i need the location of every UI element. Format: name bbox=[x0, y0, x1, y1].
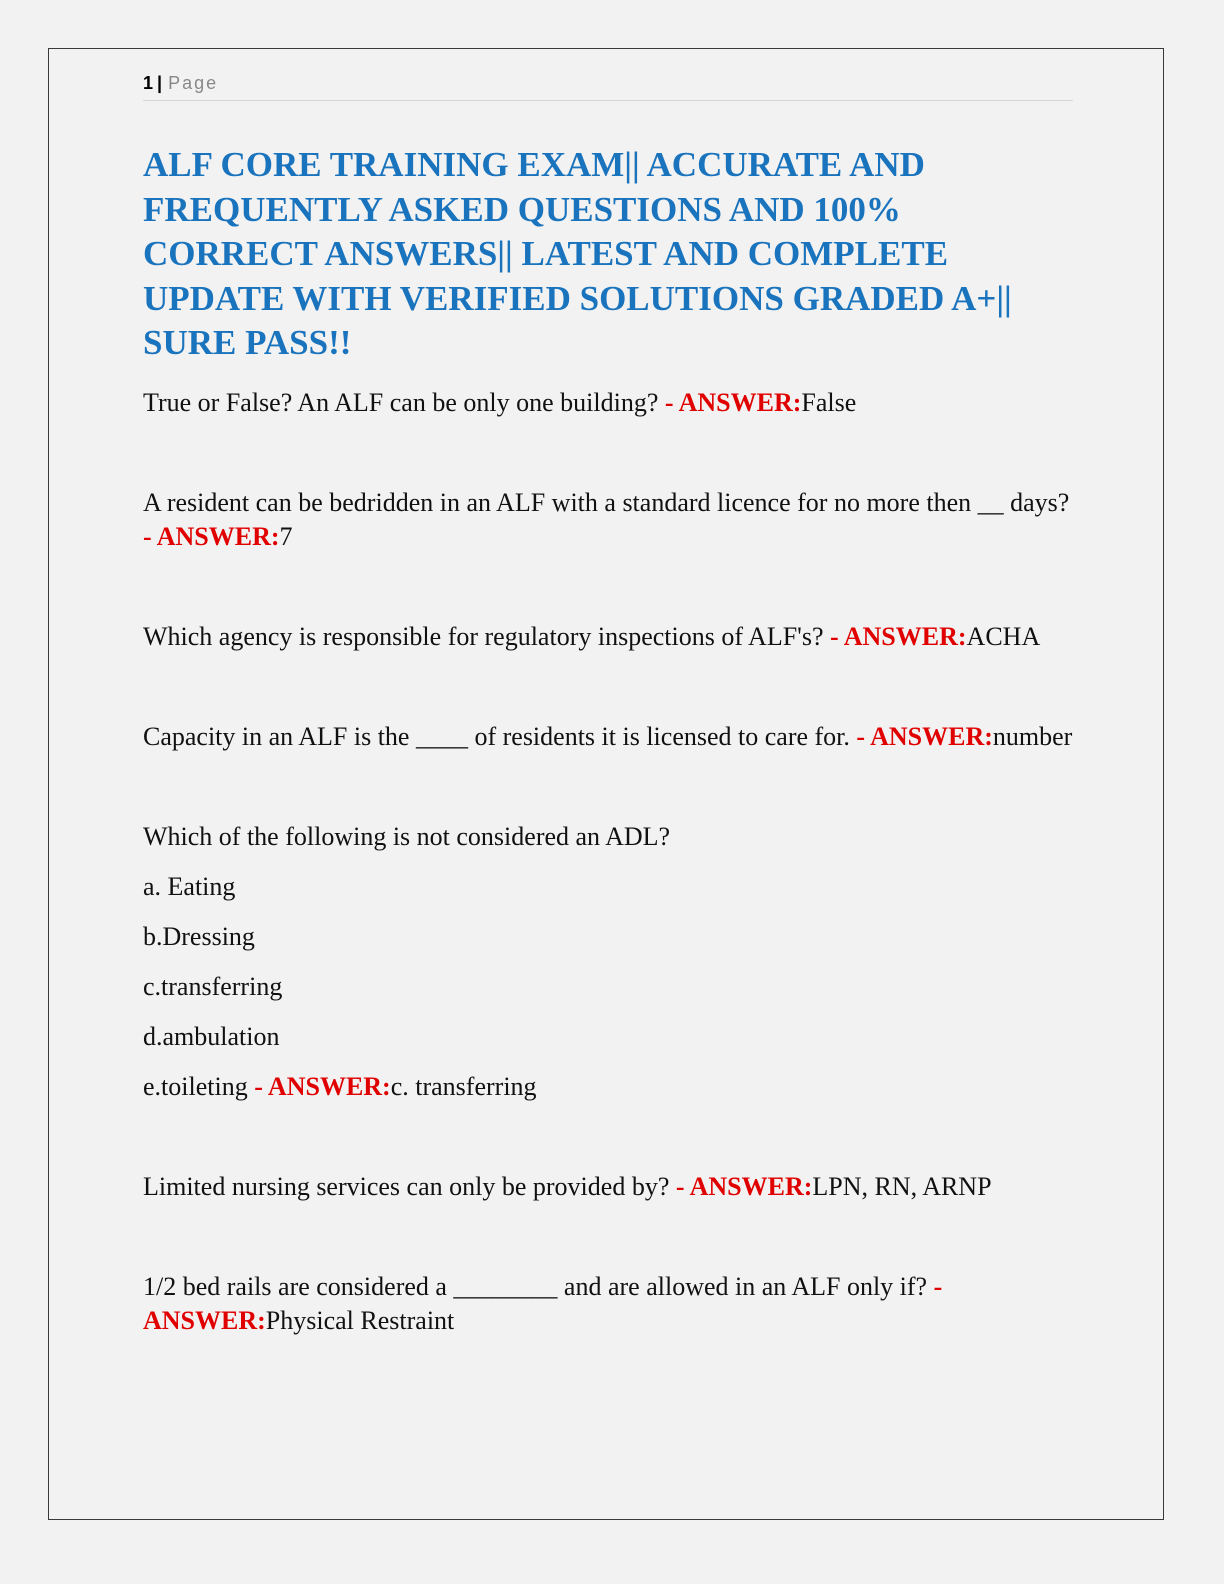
question-text: A resident can be bedridden in an ALF with a standard licence for no more then __ days? bbox=[143, 487, 1070, 517]
answer-label: - ANSWER: bbox=[254, 1071, 391, 1101]
answer-text: c. transferring bbox=[390, 1071, 537, 1101]
option-b: b.Dressing bbox=[143, 921, 255, 951]
option-d: d.ambulation bbox=[143, 1021, 280, 1051]
qa-item-1 bbox=[143, 386, 1073, 420]
answer-text: LPN, RN, ARNP bbox=[812, 1171, 992, 1201]
page-separator: | bbox=[157, 73, 163, 93]
qa-item-4 bbox=[143, 720, 1073, 754]
answer-label: - ANSWER: bbox=[143, 521, 280, 551]
question-text: 1/2 bed rails are considered a ________ and are allowed in an ALF only if? bbox=[143, 1271, 928, 1301]
answer-text: number bbox=[992, 721, 1073, 751]
answer-label: - ANSWER: bbox=[664, 387, 802, 417]
question-text: Capacity in an ALF is the ____ of residents it is licensed to care for. bbox=[143, 721, 850, 751]
answer-text: 7 bbox=[279, 521, 293, 551]
answer-label: - ANSWER: bbox=[856, 721, 993, 751]
answer-text: ACHA bbox=[966, 621, 1041, 651]
question-text: Which of the following is not considered an ADL? bbox=[143, 821, 671, 851]
qa-item-5 bbox=[143, 820, 1073, 1104]
answer-label: - ANSWER: bbox=[830, 621, 967, 651]
option-list bbox=[143, 870, 1073, 1104]
option-a: a. Eating bbox=[143, 871, 236, 901]
answer-text: False bbox=[801, 387, 857, 417]
page-header bbox=[143, 70, 1073, 101]
question-text: Which agency is responsible for regulatory inspections of ALF's? bbox=[143, 621, 824, 651]
answer-text: Physical Restraint bbox=[265, 1305, 455, 1335]
page-number: 1 bbox=[143, 73, 154, 93]
qa-item-3 bbox=[143, 620, 1073, 654]
answer-label: - ANSWER: bbox=[675, 1171, 813, 1201]
page-content bbox=[143, 70, 1073, 1338]
page-label: Page bbox=[168, 73, 219, 93]
option-e: e.toileting bbox=[143, 1071, 248, 1101]
option-e-with-answer bbox=[143, 1070, 1073, 1104]
qa-item-2 bbox=[143, 486, 1073, 554]
question-text: Limited nursing services can only be provided by? bbox=[143, 1171, 670, 1201]
qa-item-7 bbox=[143, 1270, 1073, 1338]
answer-label: - ANSWER: bbox=[143, 1271, 943, 1335]
question-text: True or False? An ALF can be only one building? bbox=[143, 387, 659, 417]
option-c: c.transferring bbox=[143, 971, 283, 1001]
qa-item-6 bbox=[143, 1170, 1073, 1204]
document-title: ALF CORE TRAINING EXAM|| ACCURATE AND FREQUENTLY ASKED QUESTIONS AND 100% CORRECT ANSWERS|| LATEST AND COMPLETE UPDATE WITH VERIFIED SOLUTIONS GRADED A+|| SURE PASS!! bbox=[143, 145, 1012, 362]
